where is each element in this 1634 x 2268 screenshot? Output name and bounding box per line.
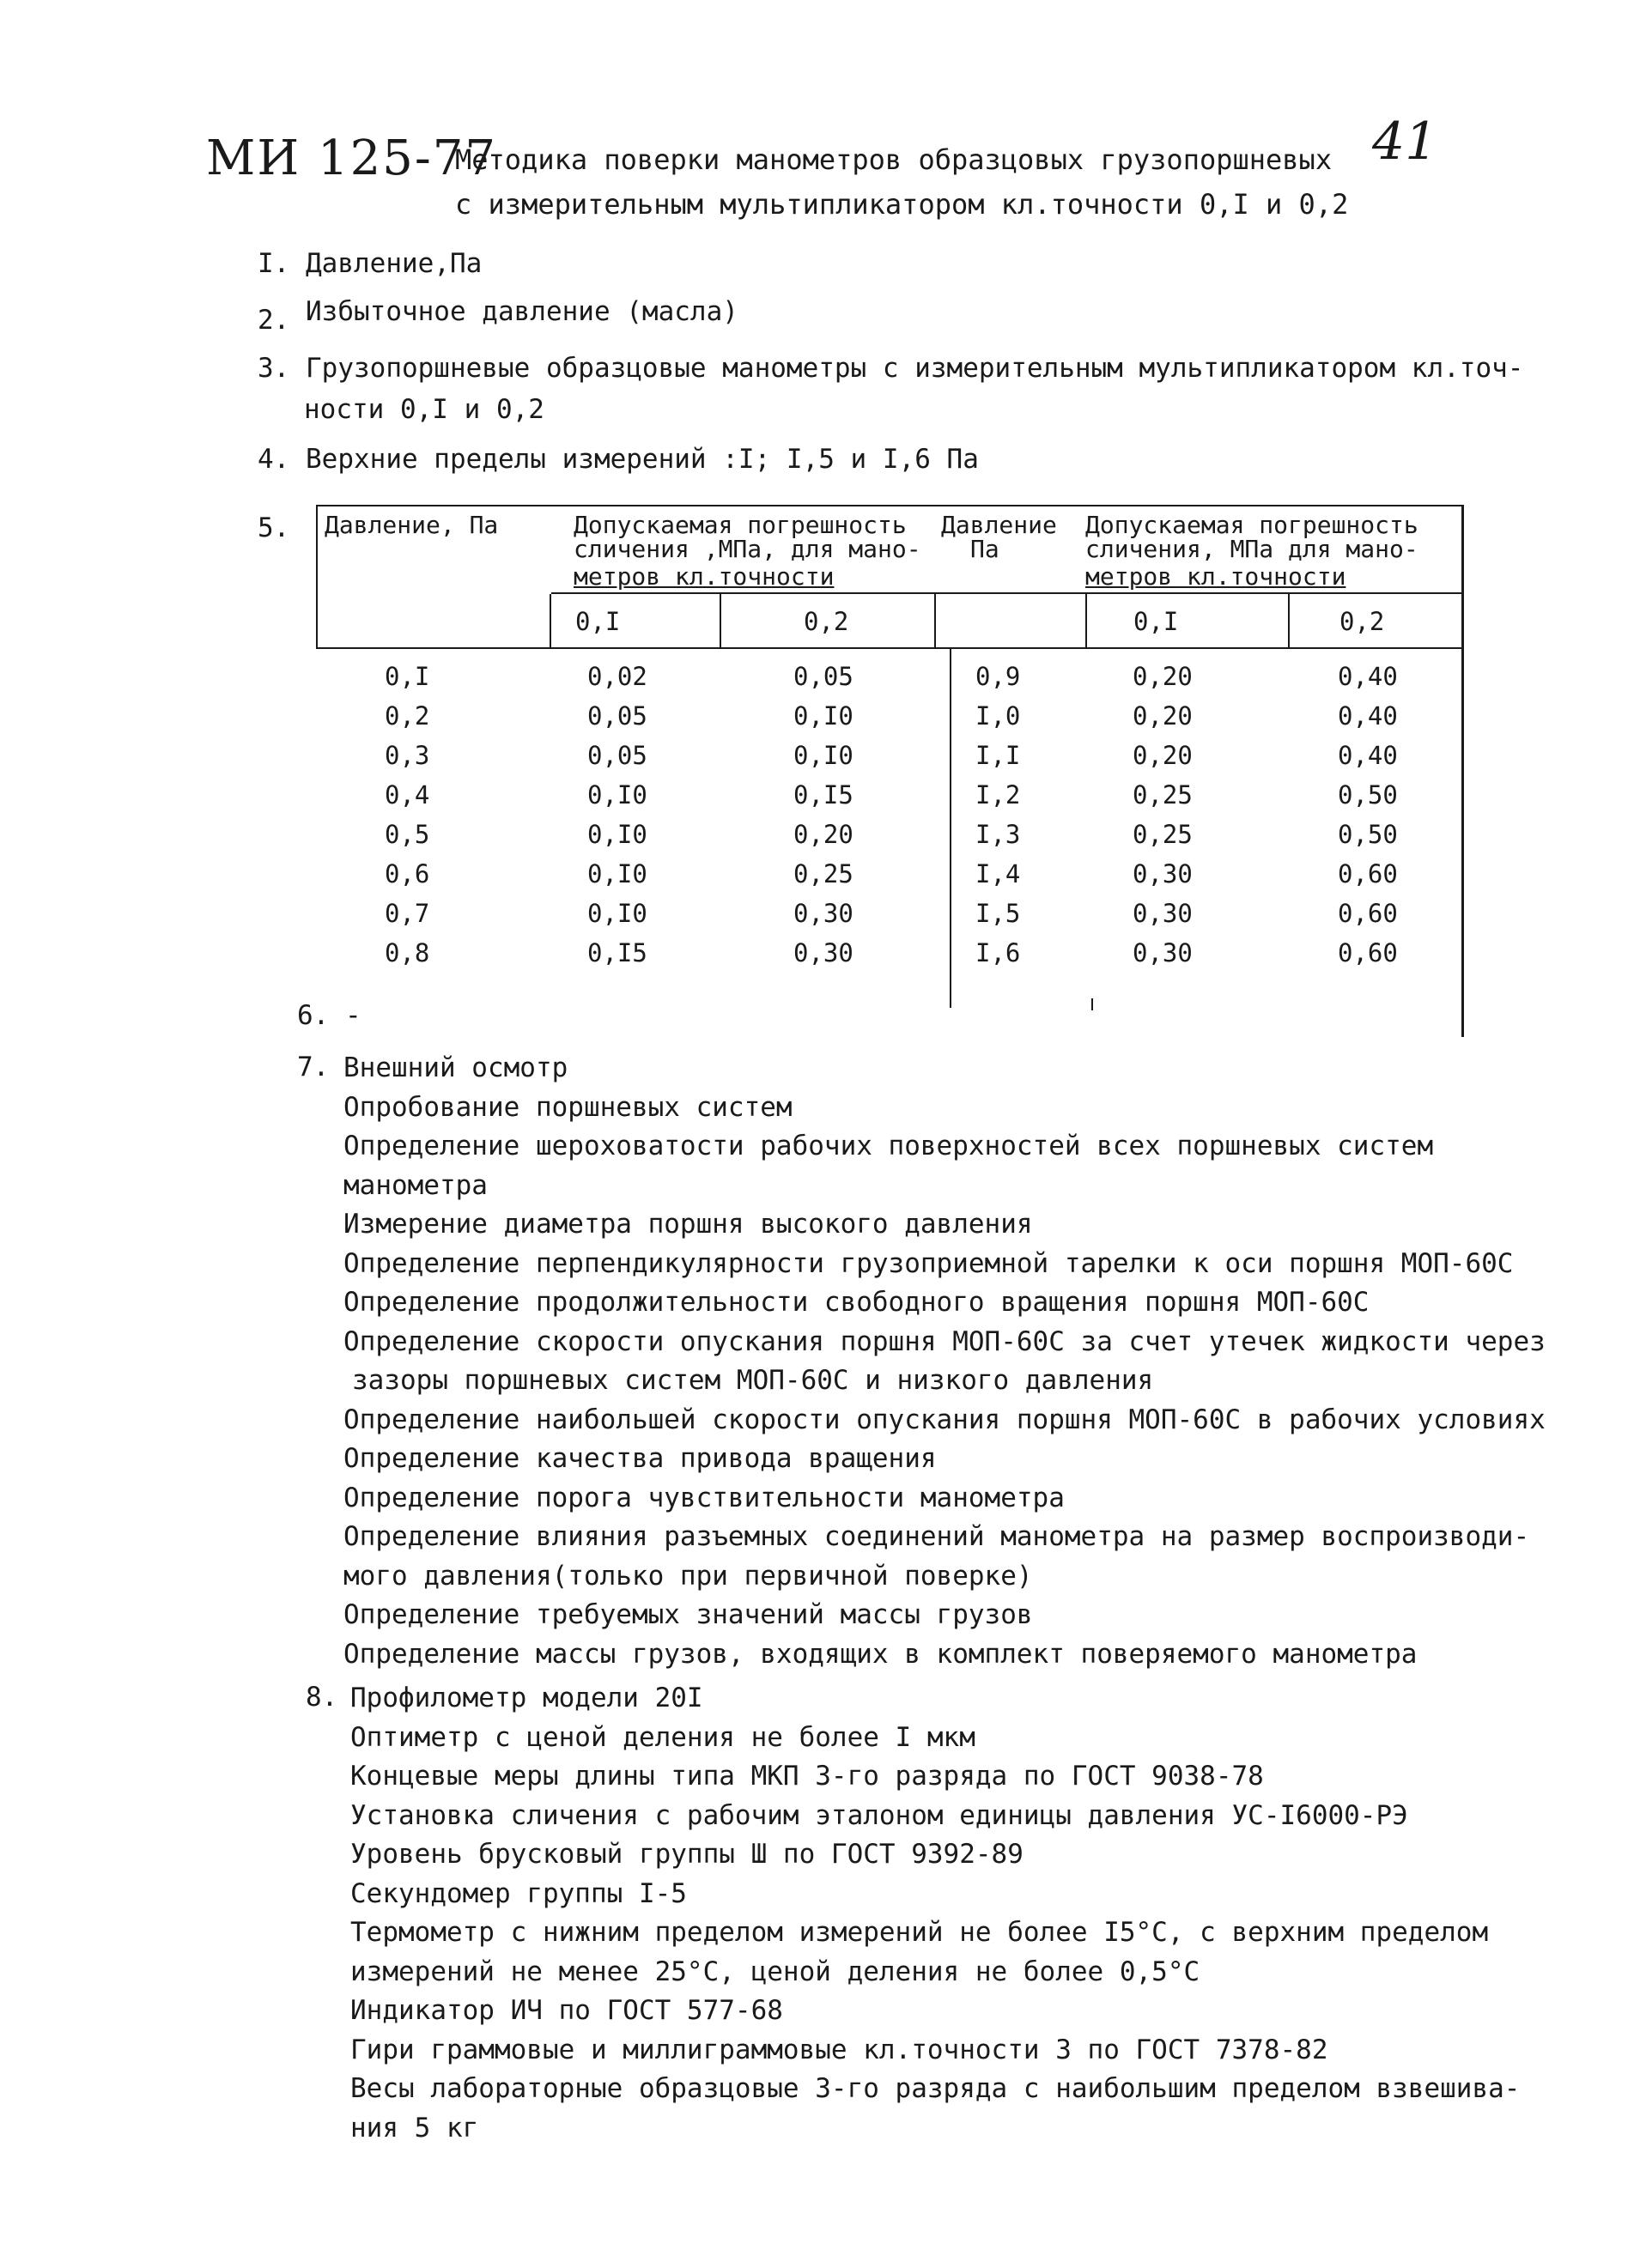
cell-error-01: 0,I0: [587, 899, 647, 928]
list-item: мого давления(только при первичной поверке): [343, 1560, 1033, 1592]
list-item: Индикатор ИЧ по ГОСТ 577-68: [350, 1995, 783, 2026]
list-item: Оптиметр с ценой деления не более I мкм: [350, 1721, 975, 1753]
item-number: I.: [258, 248, 290, 279]
cell-error-02: 0,25: [793, 859, 853, 888]
cell-error2-01: 0,25: [1133, 780, 1193, 810]
item-number: 4.: [258, 444, 290, 475]
list-item: Определение перпендикулярности грузоприемной тарелки к оси поршня МОП-60С: [343, 1247, 1514, 1279]
list-item: манометра: [343, 1169, 488, 1201]
cell-error2-01: 0,30: [1133, 859, 1193, 888]
item-5-number: 5.: [258, 512, 290, 543]
cell-pressure2: 0,9: [975, 662, 1021, 691]
item-text: Избыточное давление (масла): [306, 296, 738, 327]
title-line-2: с измерительным мультипликатором кл.точности 0,I и 0,2: [455, 188, 1349, 221]
cell-error2-01: 0,30: [1133, 899, 1193, 928]
cell-error-02: 0,30: [793, 938, 853, 967]
item-number: 2.: [258, 305, 290, 336]
page-number: 41: [1372, 112, 1438, 172]
cell-error-02: 0,I0: [793, 701, 853, 731]
cell-error-01: 0,05: [587, 701, 647, 731]
cell-pressure: 0,3: [385, 741, 430, 770]
cell-error-01: 0,I0: [587, 780, 647, 810]
col-sep-1: [550, 594, 551, 649]
cell-pressure: 0,4: [385, 780, 430, 810]
cell-error-02: 0,I0: [793, 741, 853, 770]
cell-error-01: 0,05: [587, 741, 647, 770]
list-item: Опробование поршневых систем: [343, 1091, 793, 1123]
cell-error2-01: 0,20: [1133, 701, 1193, 731]
cell-pressure2: I,0: [975, 701, 1021, 731]
list-item: Определение скорости опускания поршня МОП-60С за счет утечек жидкости через: [343, 1325, 1546, 1357]
col-sep-6: [1288, 594, 1290, 649]
cell-error2-02: 0,50: [1338, 780, 1398, 810]
cell-error2-02: 0,40: [1338, 662, 1398, 691]
cell-pressure: 0,I: [385, 662, 430, 691]
col-tick: [1091, 998, 1093, 1010]
header-class2-02: 0,2: [1339, 607, 1385, 636]
header-pressure2-line2: Па: [970, 535, 999, 563]
col-sep-2: [720, 594, 721, 649]
cell-error2-02: 0,60: [1338, 859, 1398, 888]
cell-pressure2: I,6: [975, 938, 1021, 967]
list-item: Гири граммовые и миллиграммовые кл.точности 3 по ГОСТ 7378-82: [350, 2034, 1328, 2065]
cell-error2-02: 0,40: [1338, 741, 1398, 770]
list-item: Профилометр модели 20I: [350, 1683, 703, 1713]
item-text: Грузопоршневые образцовые манометры с измерительным мультипликатором кл.точ-: [306, 353, 1524, 384]
item-3: [258, 349, 1523, 388]
col-sep-5: [1085, 594, 1087, 649]
cell-pressure2: I,4: [975, 859, 1021, 888]
item-text: Верхние пределы измерений :I; I,5 и I,6 Па: [306, 444, 979, 475]
table-left-border: [316, 505, 318, 649]
list-item: Определение требуемых значений массы грузов: [343, 1599, 1033, 1630]
cell-pressure2: I,I: [975, 741, 1021, 770]
item-1: [258, 244, 482, 283]
item-6: [297, 996, 361, 1035]
header-class-02: 0,2: [804, 607, 849, 636]
list-item: Определение качества привода вращения: [343, 1443, 937, 1474]
cell-error2-01: 0,20: [1133, 662, 1193, 691]
list-item: зазоры поршневых систем МОП-60С и низкого давления: [352, 1365, 1154, 1396]
list-item: Определение порога чувствительности манометра: [343, 1482, 1065, 1513]
cell-error2-02: 0,50: [1338, 820, 1398, 849]
list-item: Определение продолжительности свободного вращения поршня МОП-60С: [343, 1287, 1370, 1318]
cell-pressure: 0,5: [385, 820, 430, 849]
cell-error-01: 0,I5: [587, 938, 647, 967]
item-2: [258, 292, 738, 336]
list-item: Весы лабораторные образцовые 3-го разряда с наибольшим пределом взвешива-: [350, 2073, 1521, 2104]
cell-pressure: 0,8: [385, 938, 430, 967]
document-code: МИ 125-77: [206, 130, 498, 186]
list-item: ния 5 кг: [350, 2112, 479, 2144]
cell-error2-01: 0,25: [1133, 820, 1193, 849]
list-item: Концевые меры длины типа МКП 3-го разряда по ГОСТ 9038-78: [350, 1761, 1264, 1792]
title-line-1: Методика поверки манометров образцовых грузопоршневых: [455, 143, 1333, 176]
cell-error-02: 0,I5: [793, 780, 853, 810]
cell-error2-02: 0,60: [1338, 938, 1398, 967]
item-8-number: 8.: [306, 1682, 338, 1713]
col-sep-4: [950, 647, 951, 1008]
item-number: 3.: [258, 353, 290, 384]
list-item: Измерение диаметра поршня высокого давления: [343, 1209, 1033, 1240]
cell-error-01: 0,I0: [587, 820, 647, 849]
cell-pressure2: I,5: [975, 899, 1021, 928]
cell-pressure: 0,7: [385, 899, 430, 928]
cell-error-02: 0,20: [793, 820, 853, 849]
cell-error2-01: 0,20: [1133, 741, 1193, 770]
cell-error2-01: 0,30: [1133, 938, 1193, 967]
table-right-border: [1461, 505, 1464, 1037]
list-item: Определение шероховатости рабочих поверхностей всех поршневых систем: [343, 1131, 1434, 1161]
item-number: 6.: [297, 1000, 330, 1031]
list-item: Секундомер группы I-5: [350, 1877, 687, 1909]
list-item: Установка сличения с рабочим эталоном единицы давления УС-I6000-РЭ: [350, 1799, 1408, 1831]
list-item: Определение влияния разъемных соединений манометра на размер воспроизводи-: [343, 1521, 1530, 1552]
error-table: [316, 505, 1464, 1037]
header-class-01: 0,I: [575, 607, 621, 636]
header-error2-line2: сличения, МПа для мано-: [1085, 535, 1418, 563]
header-error2-line1: Допускаемая погрешность: [1085, 511, 1418, 539]
cell-error-02: 0,05: [793, 662, 853, 691]
list-item: Термометр с нижним пределом измерений не более I5°С, с верхним пределом: [350, 1917, 1489, 1948]
list-item: Определение массы грузов, входящих в комплект поверяемого манометра: [343, 1638, 1418, 1670]
item-8-list: [350, 1679, 1520, 2148]
cell-error-02: 0,30: [793, 899, 853, 928]
cell-error2-02: 0,40: [1338, 701, 1398, 731]
cell-error2-02: 0,60: [1338, 899, 1398, 928]
header-error-line1: Допускаемая погрешность: [574, 511, 907, 539]
cell-pressure: 0,6: [385, 859, 430, 888]
item-4: [258, 440, 979, 479]
header-pressure: Давление, Па: [325, 511, 499, 539]
table-header-bottom: [316, 647, 1464, 649]
list-item: измерений не менее 25°С, ценой деления не более 0,5°С: [350, 1956, 1200, 1987]
header-error2-line3: метров кл.точности: [1085, 562, 1346, 591]
header-pressure2-line1: Давление: [941, 511, 1057, 539]
table-top-border: [316, 505, 1464, 506]
header-error-line3: метров кл.точности: [574, 562, 835, 591]
list-item: Внешний осмотр: [343, 1052, 568, 1083]
header-class2-01: 0,I: [1133, 607, 1179, 636]
cell-pressure2: I,3: [975, 820, 1021, 849]
header-error-line2: сличения ,МПа, для мано-: [574, 535, 921, 563]
document-title: [455, 137, 1348, 227]
cell-error-01: 0,I0: [587, 859, 647, 888]
item-3-continued: ности 0,I и 0,2: [304, 394, 544, 425]
list-item: Уровень брусковый группы Ш по ГОСТ 9392-89: [350, 1839, 1024, 1870]
col-sep-3: [934, 594, 936, 649]
item-7-number: 7.: [297, 1052, 330, 1082]
item-text: Давление,Па: [306, 248, 483, 279]
table-subheader-line: [551, 592, 1461, 594]
item-text: -: [345, 1000, 361, 1031]
cell-error-01: 0,02: [587, 662, 647, 691]
cell-pressure: 0,2: [385, 701, 430, 731]
list-item: Определение наибольшей скорости опускания поршня МОП-60С в рабочих условиях: [343, 1404, 1546, 1435]
item-7-list: [343, 1049, 1546, 1674]
cell-pressure2: I,2: [975, 780, 1021, 810]
